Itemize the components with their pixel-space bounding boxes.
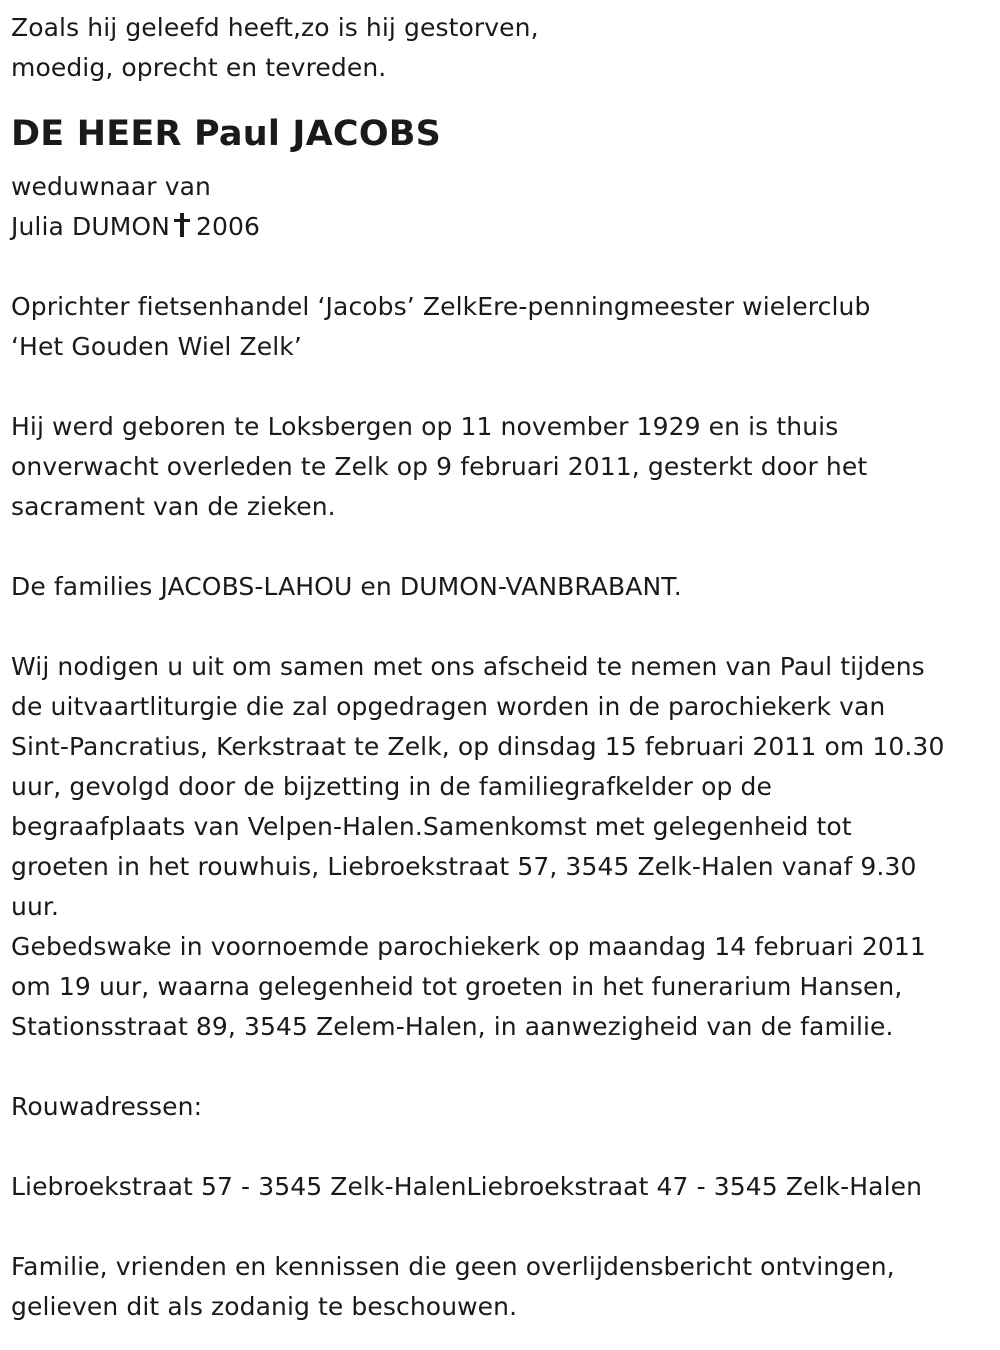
spouse-line [11, 207, 1000, 247]
families-paragraph [11, 567, 1000, 607]
motto-line: Zoals hij geleefd heeft,zo is hij gestorven, [11, 13, 539, 42]
paragraph-line: Gebedswake in voornoemde parochiekerk op maandag 14 februari 2011 [11, 932, 926, 961]
motto [11, 8, 1000, 88]
occupation-paragraph [11, 287, 1000, 367]
addresses-line: Liebroekstraat 57 - 3545 Zelk-HalenLiebroekstraat 47 - 3545 Zelk-Halen [11, 1172, 923, 1201]
paragraph-line: sacrament van de zieken. [11, 492, 336, 521]
birth-death-paragraph [11, 407, 1000, 527]
paragraph-line: Hij werd geboren te Loksbergen op 11 november 1929 en is thuis [11, 412, 839, 441]
paragraph-line: Wij nodigen u uit om samen met ons afscheid te nemen van Paul tijdens [11, 652, 925, 681]
spouse-death-year: 2006 [195, 212, 261, 241]
paragraph-line: uur, gevolgd door de bijzetting in de familiegrafkelder op de [11, 772, 772, 801]
paragraph-line: Sint-Pancratius, Kerkstraat te Zelk, op dinsdag 15 februari 2011 om 10.30 [11, 732, 945, 761]
closing-paragraph [11, 1247, 1000, 1327]
funeral-paragraph [11, 647, 1000, 927]
addresses-paragraph [11, 1167, 1000, 1207]
paragraph-line: De families JACOBS-LAHOU en DUMON-VANBRABANT. [11, 572, 682, 601]
addresses-label: Rouwadressen: [11, 1092, 203, 1121]
paragraph-line: Stationsstraat 89, 3545 Zelem-Halen, in aanwezigheid van de familie. [11, 1012, 894, 1041]
spouse-info [11, 167, 1000, 247]
paragraph-line: gelieven dit als zodanig te beschouwen. [11, 1292, 518, 1321]
paragraph-line: onverwacht overleden te Zelk op 9 februari 2011, gesterkt door het [11, 452, 868, 481]
paragraph-line: uur. [11, 892, 60, 921]
paragraph-line: ‘Het Gouden Wiel Zelk’ [11, 332, 302, 361]
deceased-name: DE HEER Paul JACOBS [11, 114, 442, 154]
paragraph-line: Oprichter fietsenhandel ‘Jacobs’ ZelkEre-penningmeester wielerclub [11, 292, 871, 321]
paragraph-line: om 19 uur, waarna gelegenheid tot groeten in het funerarium Hansen, [11, 972, 903, 1001]
relation-text: weduwnaar van [11, 172, 211, 201]
paragraph-line: begraafplaats van Velpen-Halen.Samenkomst met gelegenheid tot [11, 812, 852, 841]
addresses-label-paragraph [11, 1087, 1000, 1127]
paragraph-line: Familie, vrienden en kennissen die geen overlijdensbericht ontvingen, [11, 1252, 895, 1281]
paragraph-line: groeten in het rouwhuis, Liebroekstraat 57, 3545 Zelk-Halen vanaf 9.30 [11, 852, 917, 881]
cross-icon [174, 213, 190, 237]
spouse-name: Julia DUMON [11, 212, 170, 241]
paragraph-line: de uitvaartliturgie die zal opgedragen worden in de parochiekerk van [11, 692, 886, 721]
motto-line: moedig, oprecht en tevreden. [11, 53, 387, 82]
vigil-paragraph [11, 927, 1000, 1047]
